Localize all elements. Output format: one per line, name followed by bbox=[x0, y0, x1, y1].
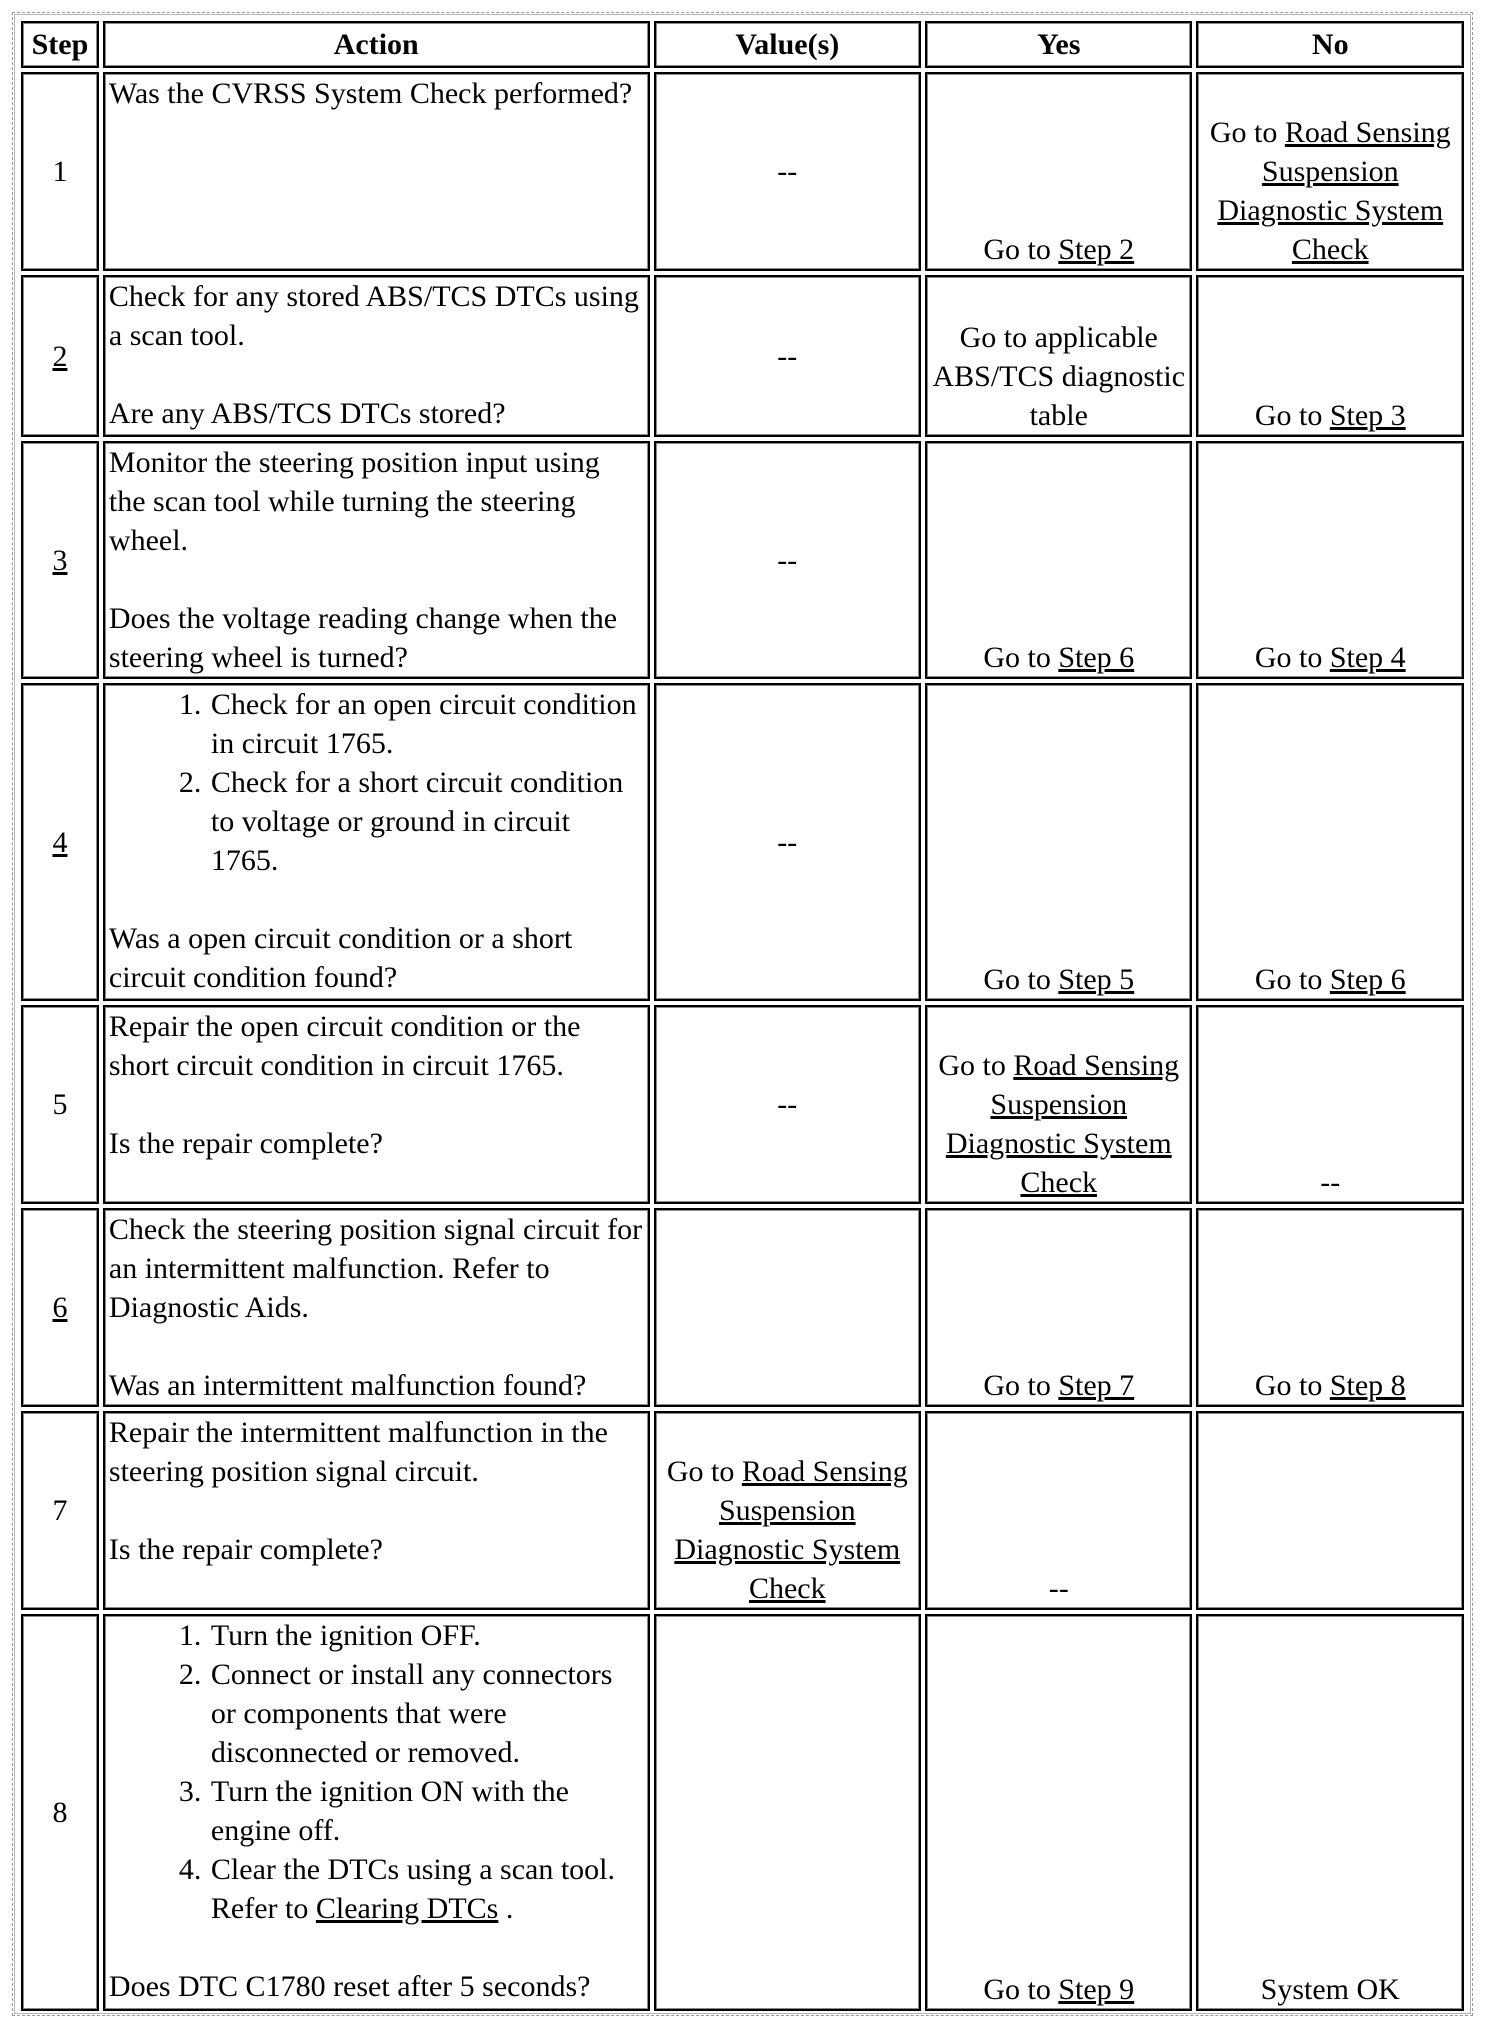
action-cell bbox=[103, 1614, 650, 2011]
no-cell bbox=[1196, 683, 1464, 1001]
value-cell bbox=[654, 1614, 921, 2011]
action-list bbox=[109, 685, 644, 880]
no-cell bbox=[1196, 441, 1464, 679]
value-cell bbox=[654, 1208, 921, 1407]
action-text: Repair the open circuit condition or the short circuit condition in circuit 1765. bbox=[108, 1010, 581, 1082]
action-text: Check the steering position signal circuit for an intermittent malfunction. Refer to Diagnostic Aids. bbox=[108, 1213, 643, 1324]
step-link[interactable]: Step 6 bbox=[1329, 963, 1406, 996]
action-text: Was the CVRSS System Check performed? bbox=[108, 77, 633, 110]
go-to-text: Go to bbox=[983, 233, 1059, 266]
rss-check-link[interactable]: Road Sensing Suspension Diagnostic System Check bbox=[1217, 116, 1451, 266]
go-to-text: Go to bbox=[983, 641, 1059, 674]
value-cell: -- bbox=[654, 441, 921, 679]
action-list bbox=[109, 1616, 644, 1928]
step-link[interactable]: Step 9 bbox=[1058, 1973, 1135, 2006]
action-question: Is the repair complete? bbox=[108, 1533, 383, 1566]
list-item bbox=[209, 1850, 644, 1928]
go-to-text: Go to bbox=[983, 1973, 1059, 2006]
go-to-text: Go to bbox=[1254, 1369, 1330, 1402]
step-number bbox=[21, 441, 99, 679]
header-no: No bbox=[1196, 21, 1464, 68]
step-number: 1 bbox=[21, 72, 99, 271]
go-to-text: Go to bbox=[666, 1455, 742, 1488]
step-number: 5 bbox=[21, 1005, 99, 1204]
step-number: 8 bbox=[21, 1614, 99, 2011]
no-cell bbox=[1196, 1208, 1464, 1407]
yes-cell bbox=[925, 1614, 1192, 2011]
go-to-text: Go to bbox=[1254, 399, 1330, 432]
action-cell bbox=[103, 441, 650, 679]
clearing-dtcs-link[interactable]: Clearing DTCs bbox=[315, 1892, 499, 1925]
no-cell: -- bbox=[1196, 1005, 1464, 1204]
list-item: 2. Check for a short circuit condition to voltage or ground in circuit 1765. bbox=[209, 763, 644, 880]
rss-check-link[interactable]: Road Sensing Suspension Diagnostic System Check bbox=[674, 1455, 908, 1605]
value-cell bbox=[654, 1411, 921, 1610]
list-item: 1. Turn the ignition OFF. bbox=[209, 1616, 644, 1655]
step-link[interactable]: Step 7 bbox=[1058, 1369, 1135, 1402]
header-yes: Yes bbox=[925, 21, 1192, 68]
go-to-text: Go to bbox=[983, 1369, 1059, 1402]
action-cell bbox=[103, 1005, 650, 1204]
diagnostic-table bbox=[17, 17, 1468, 2015]
action-question: Are any ABS/TCS DTCs stored? bbox=[108, 397, 506, 430]
value-cell: -- bbox=[654, 72, 921, 271]
table-row bbox=[21, 441, 1464, 679]
yes-cell bbox=[925, 683, 1192, 1001]
go-to-text: Go to bbox=[938, 1049, 1014, 1082]
action-question: Does the voltage reading change when the steering wheel is turned? bbox=[108, 602, 618, 674]
action-cell bbox=[103, 1208, 650, 1407]
header-step: Step bbox=[21, 21, 99, 68]
action-question: Was a open circuit condition or a short circuit condition found? bbox=[108, 922, 573, 994]
go-to-text: Go to bbox=[983, 963, 1059, 996]
step-anchor-link[interactable]: 2 bbox=[52, 339, 68, 373]
table-row bbox=[21, 1411, 1464, 1610]
yes-cell bbox=[925, 1005, 1192, 1204]
yes-cell bbox=[925, 72, 1192, 271]
go-to-text: Go to bbox=[1254, 641, 1330, 674]
yes-cell bbox=[925, 441, 1192, 679]
table-row bbox=[21, 275, 1464, 437]
step-number: 7 bbox=[21, 1411, 99, 1610]
step-number bbox=[21, 275, 99, 437]
value-cell: -- bbox=[654, 1005, 921, 1204]
action-question: Was an intermittent malfunction found? bbox=[108, 1369, 587, 1402]
list-item: 1. Check for an open circuit condition in circuit 1765. bbox=[209, 685, 644, 763]
table-row bbox=[21, 1614, 1464, 2011]
value-cell: -- bbox=[654, 275, 921, 437]
header-row bbox=[21, 21, 1464, 68]
step-number bbox=[21, 1208, 99, 1407]
diagnostic-table-frame bbox=[14, 14, 1471, 2014]
yes-cell: -- bbox=[925, 1411, 1192, 1610]
no-cell bbox=[1196, 1411, 1464, 1610]
table-row bbox=[21, 1005, 1464, 1204]
step-link[interactable]: Step 2 bbox=[1058, 233, 1135, 266]
list-item-suffix: . bbox=[498, 1892, 514, 1925]
step-number bbox=[21, 683, 99, 1001]
step-link[interactable]: Step 3 bbox=[1329, 399, 1406, 432]
list-item: 2. Connect or install any connectors or components that were disconnected or removed. bbox=[209, 1655, 644, 1772]
action-cell bbox=[103, 1411, 650, 1610]
list-item-text: Clear the DTCs using a scan tool. Refer to bbox=[210, 1853, 615, 1925]
table-row bbox=[21, 1208, 1464, 1407]
list-item: 3. Turn the ignition ON with the engine off. bbox=[209, 1772, 644, 1850]
yes-cell bbox=[925, 1208, 1192, 1407]
no-cell bbox=[1196, 72, 1464, 271]
no-cell: System OK bbox=[1196, 1614, 1464, 2011]
action-cell bbox=[103, 683, 650, 1001]
step-link[interactable]: Step 6 bbox=[1058, 641, 1135, 674]
go-to-text: Go to bbox=[1209, 116, 1285, 149]
header-action: Action bbox=[103, 21, 650, 68]
action-question: Is the repair complete? bbox=[108, 1127, 383, 1160]
step-link[interactable]: Step 4 bbox=[1329, 641, 1406, 674]
header-values: Value(s) bbox=[654, 21, 921, 68]
rss-check-link[interactable]: Road Sensing Suspension Diagnostic System Check bbox=[945, 1049, 1180, 1199]
no-cell bbox=[1196, 275, 1464, 437]
value-cell: -- bbox=[654, 683, 921, 1001]
action-text: Check for any stored ABS/TCS DTCs using a scan tool. bbox=[108, 280, 639, 352]
action-cell bbox=[103, 275, 650, 437]
step-anchor-link[interactable]: 4 bbox=[52, 825, 68, 859]
step-anchor-link[interactable]: 6 bbox=[52, 1291, 68, 1324]
step-link[interactable]: Step 8 bbox=[1329, 1369, 1406, 1402]
go-to-text: Go to bbox=[1254, 963, 1330, 996]
table-row bbox=[21, 683, 1464, 1001]
action-text: Repair the intermittent malfunction in the steering position signal circuit. bbox=[108, 1416, 608, 1488]
action-question: Does DTC C1780 reset after 5 seconds? bbox=[108, 1970, 591, 2003]
step-link[interactable]: Step 5 bbox=[1058, 963, 1135, 996]
step-anchor-link[interactable]: 3 bbox=[52, 543, 68, 577]
action-cell bbox=[103, 72, 650, 271]
table-row bbox=[21, 72, 1464, 271]
yes-cell: Go to applicable ABS/TCS diagnostic table bbox=[925, 275, 1192, 437]
action-text: Monitor the steering position input using the scan tool while turning the steering wheel. bbox=[108, 446, 600, 557]
